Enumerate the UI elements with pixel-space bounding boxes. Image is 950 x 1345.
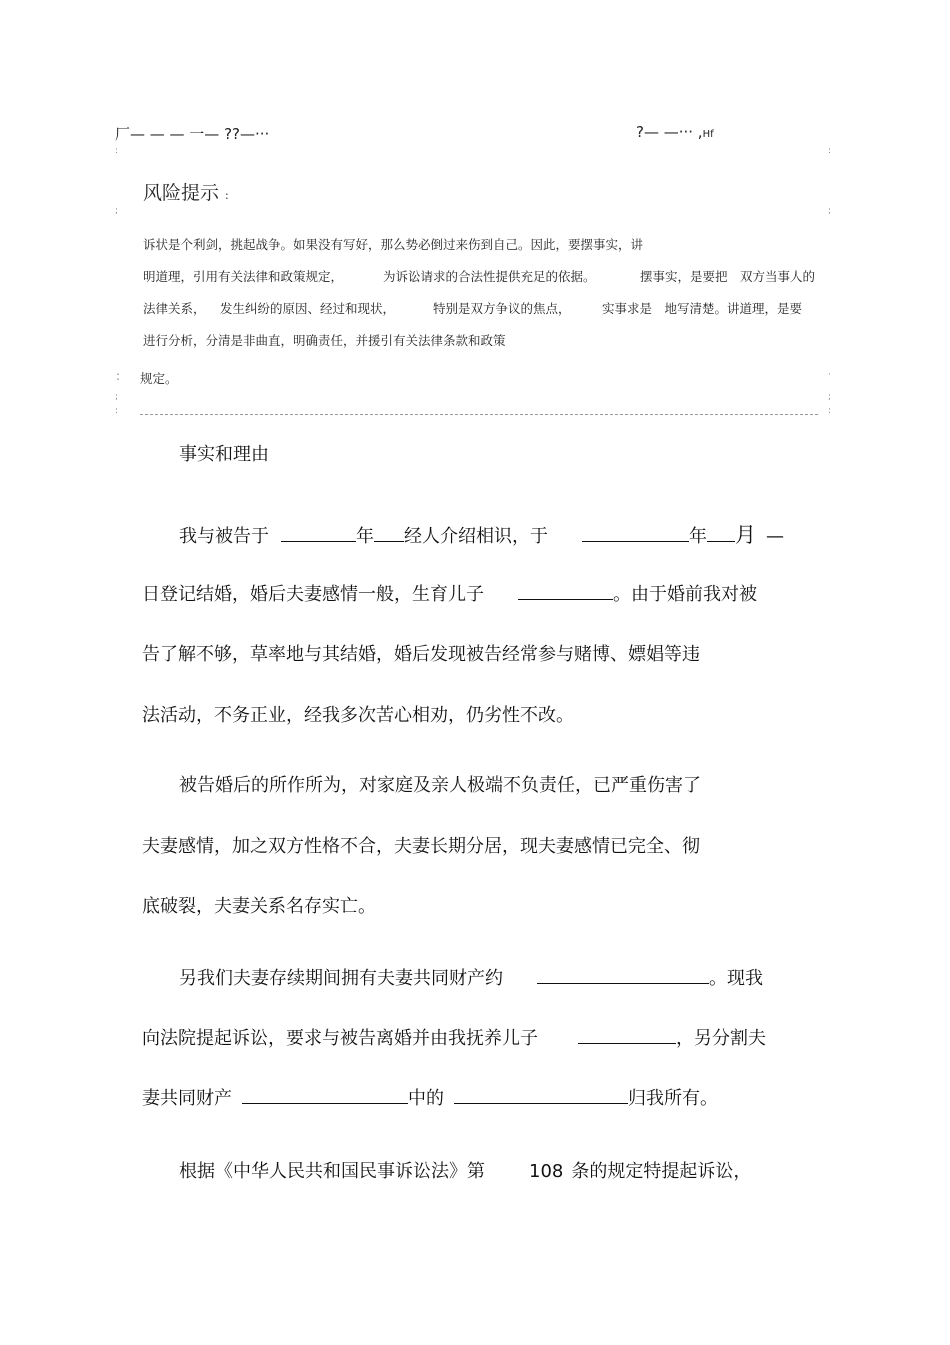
para1-line4: 法活动，不务正业，经我多次苦心相劝，仍劣性不改。 — [142, 705, 574, 726]
risk-line-3b: 发生纠纷的原因、经过和现状， — [220, 301, 396, 316]
box-edge-dot: : — [115, 406, 119, 416]
para4-article-number: 108 — [529, 1161, 564, 1182]
header-right-small: Hf — [702, 129, 714, 140]
blank-field[interactable] — [537, 965, 709, 984]
risk-line-3d: 实事求是 地写清楚。讲道理，是要 — [602, 301, 803, 316]
risk-box-bottom-border — [140, 414, 818, 415]
para1-text: 月 — [735, 523, 756, 547]
blank-field[interactable] — [454, 1085, 628, 1104]
blank-field[interactable] — [707, 523, 735, 542]
para1-text: 经人介绍相识，于 — [404, 526, 548, 547]
risk-line-3a: 法律关系， — [143, 301, 206, 316]
risk-line-3c: 特别是双方争议的焦点， — [433, 301, 571, 316]
para2-line1: 被告婚后的所作所为，对家庭及亲人极端不负责任，已严重伤害了 — [179, 775, 701, 796]
para3-text: 另我们夫妻存续期间拥有夫妻共同财产约 — [179, 968, 503, 989]
risk-title-text: 风险提示 — [143, 182, 220, 204]
box-edge-dot: ; — [115, 392, 119, 402]
para4-text: 条的规定特提起诉讼， — [571, 1161, 752, 1182]
para1-text: 年 — [689, 526, 707, 547]
risk-title-colon: : — [225, 189, 229, 202]
para1-line3: 告了解不够，草率地与其结婚，婚后发现被告经常参与赌博、嫖娼等违 — [142, 644, 700, 665]
box-edge-dot: · — [828, 370, 831, 380]
blank-field[interactable] — [281, 523, 356, 542]
risk-title — [143, 178, 229, 205]
header-left-text: 厂— — — 一— ??—··· — [115, 125, 270, 143]
para1-text: 。由于婚前我对被 — [613, 584, 757, 605]
risk-line-5: 规定。 — [140, 371, 178, 386]
risk-line-2b: 为诉讼请求的合法性提供充足的依据。 — [383, 269, 596, 284]
blank-field[interactable] — [578, 1025, 676, 1044]
header-right-text — [636, 123, 714, 141]
blank-field[interactable] — [518, 581, 613, 600]
para3-text: 归我所有。 — [628, 1088, 718, 1109]
risk-line-4: 进行分析，分清是非曲直，明确责任，并援引有关法律条款和政策 — [143, 333, 506, 348]
para2-line2: 夫妻感情，加之双方性格不合，夫妻长期分居，现夫妻感情已完全、彻 — [142, 836, 700, 857]
para4-line1 — [179, 1157, 751, 1183]
para3-text: 中的 — [408, 1088, 444, 1109]
box-edge-dot: ; — [828, 206, 832, 216]
para3-line3 — [142, 1084, 718, 1110]
risk-line-1: 诉状是个利剑，挑起战争。如果没有写好，那么势必倒过来伤到自己。因此，要摆事实，讲 — [143, 237, 644, 252]
section-title: 事实和理由 — [179, 444, 269, 465]
para3-text: 妻共同财产 — [142, 1088, 232, 1109]
para1-text: — — [766, 526, 784, 547]
para1-text: 年 — [356, 526, 374, 547]
risk-line-2a: 明道理，引用有关法律和政策规定， — [143, 269, 344, 284]
para3-text: 。现我 — [709, 968, 763, 989]
para3-text: 向法院提起诉讼，要求与被告离婚并由我抚养儿子 — [142, 1028, 538, 1049]
blank-field[interactable] — [582, 523, 689, 542]
para3-line1 — [179, 964, 763, 990]
para2-line3: 底破裂，夫妻关系名存实亡。 — [142, 896, 376, 917]
box-edge-dot: ; — [828, 392, 832, 402]
para1-line2 — [142, 580, 757, 606]
para1-line1 — [179, 519, 784, 549]
box-edge-dot: ; — [115, 206, 119, 216]
para1-text: 日登记结婚，婚后夫妻感情一般，生育儿子 — [142, 584, 484, 605]
blank-field[interactable] — [374, 523, 404, 542]
header-right-main: ?— —··· , — [636, 123, 703, 141]
box-edge-colon: : — [116, 369, 121, 383]
para1-text: 我与被告于 — [179, 526, 269, 547]
blank-field[interactable] — [242, 1085, 408, 1104]
box-edge-dot: : — [115, 146, 119, 156]
box-edge-dot: : — [828, 146, 832, 156]
risk-line-2c: 摆事实，是要把 双方当事人的 — [640, 269, 816, 284]
para4-text: 根据《中华人民共和国民事诉讼法》第 — [179, 1161, 485, 1182]
para3-line2 — [142, 1024, 766, 1050]
box-edge-dot: : — [828, 406, 832, 416]
para3-text: ，另分割夫 — [676, 1028, 766, 1049]
